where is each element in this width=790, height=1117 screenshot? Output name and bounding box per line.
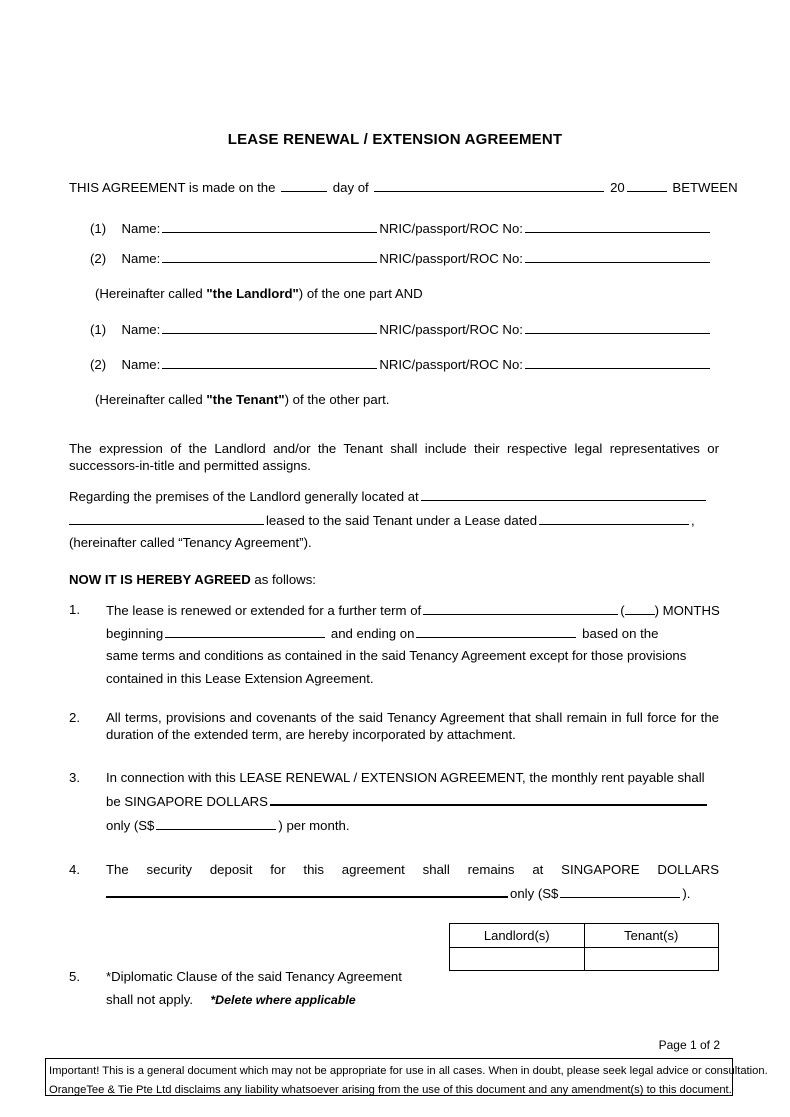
premises-line-2-tail: ,	[691, 513, 695, 528]
month-blank[interactable]	[374, 178, 604, 192]
clause-3-line-2	[106, 792, 709, 810]
landlord-1-id-blank[interactable]	[525, 219, 710, 233]
tenant-hereinafter-suffix: ) of the other part.	[284, 392, 390, 407]
tenant-1-id-blank[interactable]	[525, 320, 710, 334]
disclaimer-line-2: OrangeTee & Tie Pte Ltd disclaims any liability whatsoever arising from the use of this document and any amendment(s) to this document.	[49, 1084, 732, 1096]
intro-day-of: day of	[332, 180, 369, 195]
clause-1-line-1c: ) MONTHS	[654, 603, 720, 618]
premises-line-1-text: Regarding the premises of the Landlord generally located at	[69, 489, 419, 504]
tenant-row-1	[90, 320, 712, 338]
clause-1-line-1a: The lease is renewed or extended for a further term of	[106, 603, 422, 618]
agreed-heading	[69, 571, 316, 588]
clause-5-line-1: *Diplomatic Clause of the said Tenancy Agreement	[106, 969, 402, 984]
clause-1-line-4: contained in this Lease Extension Agreement.	[106, 671, 374, 686]
tenant-hereinafter-prefix: (Hereinafter called	[95, 392, 203, 407]
signature-table-row	[450, 948, 719, 971]
clause-1-begin-blank[interactable]	[165, 624, 325, 638]
tenant-1-name-label: Name:	[121, 322, 161, 337]
clause-1-line-2b: and ending on	[330, 626, 415, 641]
tenant-row-2	[90, 355, 712, 373]
landlord-2-index: (2)	[90, 251, 107, 266]
tenant-hereinafter	[95, 391, 389, 408]
clause-3-line-2a: be SINGAPORE DOLLARS	[106, 794, 268, 809]
tenant-2-id-blank[interactable]	[525, 355, 710, 369]
clause-4-deposit-words-blank[interactable]	[106, 884, 508, 898]
agreed-heading-bold: NOW IT IS HEREBY AGREED	[69, 572, 251, 587]
landlord-2-name-blank[interactable]	[162, 249, 377, 263]
landlord-hereinafter-suffix: ) of the one part AND	[298, 286, 423, 301]
landlord-hereinafter-prefix: (Hereinafter called	[95, 286, 203, 301]
premises-line-2	[69, 511, 695, 529]
clause-1-line-2	[106, 624, 658, 642]
clause-1-line-3: same terms and conditions as contained in the said Tenancy Agreement except for those provisions	[106, 648, 687, 663]
clause-3-number: 3.	[69, 770, 80, 785]
clause-4-line-2b: ).	[682, 886, 691, 901]
clause-1-line-1b: (	[620, 603, 625, 618]
landlord-2-name-label: Name:	[121, 251, 161, 266]
clause-2-text: All terms, provisions and covenants of the said Tenancy Agreement that shall remain in full force for the duration of the extended term, are hereby incorporated by attachment.	[106, 710, 719, 742]
landlord-1-name-blank[interactable]	[162, 219, 377, 233]
page-number: Page 1 of 2	[658, 1038, 720, 1052]
premises-line-3: (hereinafter called “Tenancy Agreement”).	[69, 535, 312, 550]
landlord-hereinafter	[95, 285, 423, 302]
landlord-2-id-label: NRIC/passport/ROC No:	[379, 251, 523, 266]
landlord-term: "the Landlord"	[206, 286, 299, 301]
landlord-1-name-label: Name:	[121, 221, 161, 236]
tenant-1-name-blank[interactable]	[162, 320, 377, 334]
clause-3-line-3b: ) per month.	[278, 818, 350, 833]
tenant-term: "the Tenant"	[206, 392, 285, 407]
landlord-1-index: (1)	[90, 221, 107, 236]
clause-5-number: 5.	[69, 969, 80, 984]
disclaimer-box	[45, 1058, 768, 1096]
landlord-row-2	[90, 249, 712, 267]
intro-lead: THIS AGREEMENT is made on the	[69, 180, 276, 195]
signature-table	[449, 923, 719, 971]
lease-date-blank[interactable]	[539, 511, 689, 525]
signature-cell-tenant[interactable]	[584, 948, 719, 971]
day-blank[interactable]	[281, 178, 327, 192]
clause-1-line-2a: beginning	[106, 626, 164, 641]
clause-4-line-2a: only (S$	[510, 886, 559, 901]
page-title: LEASE RENEWAL / EXTENSION AGREEMENT	[227, 131, 563, 148]
clause-3-line-3a: only (S$	[106, 818, 155, 833]
premises-line-1	[69, 487, 708, 505]
signature-table-header-row	[450, 924, 719, 948]
clause-1-line-1	[106, 601, 720, 619]
clause-4-deposit-amount-blank[interactable]	[560, 884, 680, 898]
clause-3-rent-amount-blank[interactable]	[156, 816, 276, 830]
clause-1-term-blank[interactable]	[423, 601, 618, 615]
intro-between: BETWEEN	[672, 180, 738, 195]
clause-4-line-2	[106, 884, 690, 902]
clause-5-delete-note: *Delete where applicable	[210, 993, 356, 1007]
clause-3-rent-words-blank[interactable]	[270, 792, 707, 806]
agreement-date-line	[69, 178, 738, 196]
clause-1-end-blank[interactable]	[416, 624, 576, 638]
premises-line-2-text: leased to the said Tenant under a Lease dated	[266, 513, 538, 528]
landlord-2-id-blank[interactable]	[525, 249, 710, 263]
clause-1-number: 1.	[69, 602, 80, 617]
clause-3-line-1: In connection with this LEASE RENEWAL / EXTENSION AGREEMENT, the monthly rent payable shall	[106, 770, 705, 785]
clause-5-line-2a: shall not apply.	[106, 992, 193, 1007]
signature-cell-landlord[interactable]	[450, 948, 585, 971]
intro-year-prefix: 20	[610, 180, 625, 195]
tenant-2-index: (2)	[90, 357, 107, 372]
signature-header-landlord: Landlord(s)	[450, 924, 585, 948]
clause-4-number: 4.	[69, 862, 80, 877]
tenant-2-id-label: NRIC/passport/ROC No:	[379, 357, 523, 372]
tenant-2-name-blank[interactable]	[162, 355, 377, 369]
landlord-row-1	[90, 219, 712, 237]
clause-5-line-2	[106, 991, 356, 1009]
year-blank[interactable]	[627, 178, 667, 192]
agreed-heading-rest: as follows:	[254, 572, 316, 587]
premises-address-blank-2[interactable]	[69, 511, 264, 525]
tenant-1-id-label: NRIC/passport/ROC No:	[379, 322, 523, 337]
landlord-1-id-label: NRIC/passport/ROC No:	[379, 221, 523, 236]
disclaimer-line-1: Important! This is a general document which may not be appropriate for use in all cases. When in doubt, please seek legal advice or consultation.	[49, 1065, 768, 1077]
clause-1-months-blank[interactable]	[625, 601, 655, 615]
premises-address-blank-1[interactable]	[421, 487, 706, 501]
clause-3-line-3	[106, 816, 350, 834]
expression-paragraph: The expression of the Landlord and/or the Tenant shall include their respective legal representatives or successors-in-title and permitted assigns.	[69, 441, 719, 473]
clause-1-line-2c: based on the	[582, 626, 659, 641]
clause-4-line-1: The security deposit for this agreement shall remains at SINGAPORE DOLLARS	[106, 862, 719, 877]
tenant-2-name-label: Name:	[121, 357, 161, 372]
signature-header-tenant: Tenant(s)	[584, 924, 719, 948]
clause-2-number: 2.	[69, 710, 80, 725]
tenant-1-index: (1)	[90, 322, 107, 337]
